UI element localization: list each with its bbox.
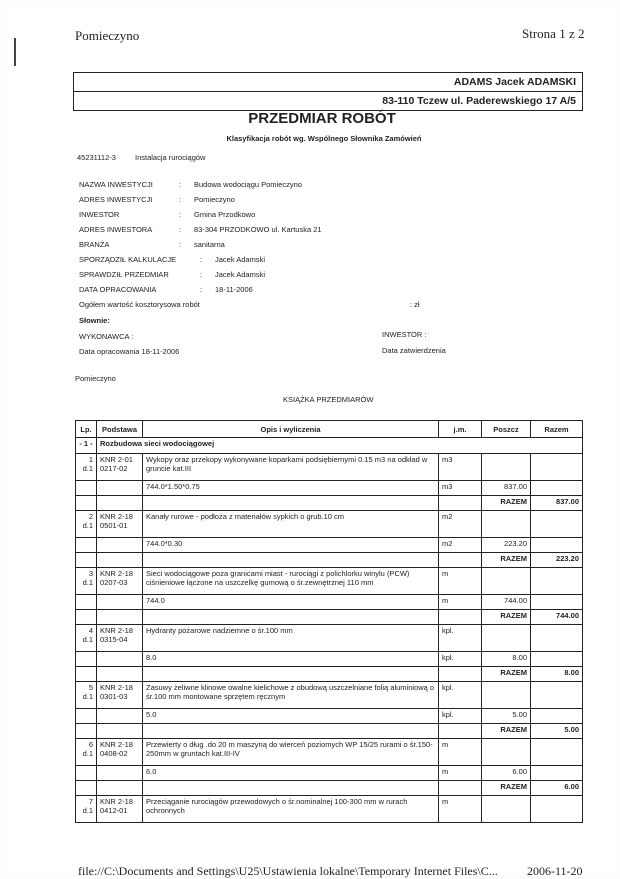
item-sum-row (76, 667, 583, 682)
company-box (73, 72, 583, 111)
info-value: Jacek Adamski (215, 255, 266, 264)
section-row (76, 438, 583, 454)
item-poszcz: 5.00 (482, 709, 531, 724)
item-basis-catalog: KNR 2-18 (100, 626, 133, 635)
item-razem-empty (531, 796, 583, 823)
classification-name: Instalacja rurociągów (135, 153, 206, 162)
sum-empty-desc (143, 553, 439, 568)
item-unit: kpl. (439, 682, 482, 709)
item-calculation: 744.0*1.50*0.75 (143, 481, 439, 496)
info-value: 18-11-2006 (215, 285, 253, 294)
classification-code: 45231112-3 (77, 153, 116, 162)
item-d: d.1 (82, 749, 93, 758)
sum-empty-basis (97, 610, 143, 625)
sum-empty-lp (76, 781, 97, 796)
item-description-row (76, 739, 583, 766)
info-value: 83-304 PRZODKOWO ul. Kartuska 21 (194, 225, 322, 234)
item-poszcz-empty (482, 625, 531, 652)
info-label: BRANŻA (79, 240, 110, 249)
item-basis-position: 0315-04 (100, 635, 128, 644)
item-razem-empty (531, 454, 583, 481)
item-basis-position: 0408-02 (100, 749, 128, 758)
total-value-currency: : zł (410, 300, 420, 309)
item-description-row (76, 682, 583, 709)
col-header-lp: Lp. (76, 421, 97, 438)
item-basis-position: 0217-02 (100, 464, 128, 473)
item-basis (97, 625, 143, 652)
item-calc-unit: m (439, 595, 482, 610)
item-poszcz: 744.00 (482, 595, 531, 610)
item-lp (76, 739, 97, 766)
item-razem: 6.00 (531, 781, 583, 796)
company-name: ADAMS Jacek ADAMSKI (453, 76, 576, 88)
item-unit: kpl. (439, 625, 482, 652)
sum-empty-basis (97, 781, 143, 796)
page-number: Strona 1 z 2 (522, 26, 585, 41)
item-poszcz-empty (482, 454, 531, 481)
sum-empty-desc (143, 496, 439, 511)
item-unit: m3 (439, 454, 482, 481)
item-poszcz: 8.00 (482, 652, 531, 667)
item-number: 6 (88, 740, 93, 749)
item-poszcz: 6.00 (482, 766, 531, 781)
item-basis-catalog: KNR 2-18 (100, 512, 133, 521)
item-description-row (76, 796, 583, 823)
item-d: d.1 (82, 464, 93, 473)
sum-empty-unit (439, 610, 482, 625)
item-description: Wykopy oraz przekopy wykonywane koparkami podsiębiernymi 0.15 m3 na odkład w gruncie kat.III (143, 454, 439, 481)
item-razem: 744.00 (531, 610, 583, 625)
info-separator: : (179, 240, 182, 249)
section-title: Rozbudowa sieci wodociągowej (97, 438, 583, 454)
item-calc-row (76, 481, 583, 496)
calc-empty-basis (97, 481, 143, 496)
header-place: Pomieczyno (75, 28, 140, 43)
sum-empty-unit (439, 781, 482, 796)
info-value: Budowa wodociągu Pomieczyno (194, 180, 302, 189)
total-value-label: Ogółem wartość kosztorysowa robót (79, 300, 200, 309)
calc-empty-basis (97, 766, 143, 781)
przedmiar-table (75, 420, 583, 823)
sum-empty-lp (76, 610, 97, 625)
company-address: 83-110 Tczew ul. Paderewskiego 17 A/5 (74, 91, 582, 110)
item-basis-position: 0412-01 (100, 806, 128, 815)
item-razem-empty (531, 568, 583, 595)
calc-empty-lp (76, 766, 97, 781)
sum-empty-lp (76, 724, 97, 739)
col-header-description: Opis i wyliczenia (143, 421, 439, 438)
item-number: 2 (88, 512, 93, 521)
calc-empty-basis (97, 709, 143, 724)
item-number: 7 (88, 797, 93, 806)
info-value: Jacek Adamski (215, 270, 266, 279)
item-sum-label: RAZEM (482, 667, 531, 682)
col-header-basis: Podstawa (97, 421, 143, 438)
item-sum-label: RAZEM (482, 496, 531, 511)
wykonawca-label: WYKONAWCA : (79, 332, 134, 341)
item-d: d.1 (82, 635, 93, 644)
item-basis-catalog: KNR 2-01 (100, 455, 133, 464)
info-label: SPORZĄDZIŁ KALKULACJE (79, 255, 177, 264)
item-calc-row (76, 709, 583, 724)
item-razem-empty (531, 739, 583, 766)
item-d: d.1 (82, 806, 93, 815)
item-basis-position: 0501-01 (100, 521, 128, 530)
item-description: Przeciąganie rurociągów przewodowych o śr.nominalnej 100-300 mm w rurach ochronnych (143, 796, 439, 823)
sum-empty-basis (97, 496, 143, 511)
item-razem: 8.00 (531, 667, 583, 682)
book-title: KSIĄŻKA PRZEDMIARÓW (283, 395, 374, 404)
item-razem: 5.00 (531, 724, 583, 739)
item-poszcz-empty (482, 796, 531, 823)
item-description: Sieci wodociągowe poza granicami miast - rurociągi z polichlorku winylu (PCW) ciśnieniowe łączone na uszczelkę gumową o śr.zewnętrznej 110 mm (143, 568, 439, 595)
calc-empty-razem (531, 652, 583, 667)
sum-empty-unit (439, 496, 482, 511)
item-lp (76, 796, 97, 823)
item-calculation: 8.0 (143, 652, 439, 667)
item-basis-position: 0207-03 (100, 578, 128, 587)
item-basis (97, 682, 143, 709)
item-basis (97, 454, 143, 481)
info-separator: : (179, 225, 182, 234)
table-header-row (76, 421, 583, 438)
item-description: Zasuwy żeliwne klinowe owalne kielichowe z obudową uszczelniane folią aluminiową o śr.100 mm montowane sprzętem ręcznym (143, 682, 439, 709)
info-label: ADRES INWESTORA (79, 225, 153, 234)
item-description-row (76, 568, 583, 595)
item-calc-unit: kpl. (439, 709, 482, 724)
item-razem-empty (531, 511, 583, 538)
item-calculation: 744.0 (143, 595, 439, 610)
item-unit: m2 (439, 511, 482, 538)
item-basis-catalog: KNR 2-18 (100, 683, 133, 692)
col-header-razem: Razem (531, 421, 583, 438)
item-poszcz: 223.20 (482, 538, 531, 553)
calc-empty-razem (531, 709, 583, 724)
data-opracowania: Data opracowania 18-11-2006 (79, 347, 180, 356)
item-lp (76, 625, 97, 652)
info-separator: : (179, 180, 182, 189)
footer-date: 2006-11-20 (527, 864, 583, 878)
sum-empty-desc (143, 610, 439, 625)
item-unit: m (439, 568, 482, 595)
item-d: d.1 (82, 692, 93, 701)
sum-empty-unit (439, 667, 482, 682)
calc-empty-razem (531, 538, 583, 553)
item-razem-empty (531, 682, 583, 709)
calc-empty-razem (531, 481, 583, 496)
calc-empty-lp (76, 652, 97, 667)
item-poszcz-empty (482, 739, 531, 766)
calc-empty-razem (531, 595, 583, 610)
info-value: Gmina Przodkowo (194, 210, 256, 219)
item-basis-catalog: KNR 2-18 (100, 740, 133, 749)
item-basis (97, 739, 143, 766)
item-description-row (76, 511, 583, 538)
sum-empty-basis (97, 667, 143, 682)
item-unit: m (439, 739, 482, 766)
item-calc-unit: kpl. (439, 652, 482, 667)
item-razem: 223.20 (531, 553, 583, 568)
item-poszcz-empty (482, 568, 531, 595)
item-description: Przewierty o dług .do 20 m maszyną do wierceń poziomych WP 15/25 rurami o śr.150-250mm w gruntach kat.III-IV (143, 739, 439, 766)
item-calculation: 744.0*0.30 (143, 538, 439, 553)
item-calculation: 6.0 (143, 766, 439, 781)
sum-empty-desc (143, 781, 439, 796)
info-separator: : (200, 255, 203, 264)
info-value: Pomieczyno (194, 195, 235, 204)
info-separator: : (179, 195, 182, 204)
info-separator: : (200, 270, 203, 279)
sum-empty-lp (76, 553, 97, 568)
item-sum-row (76, 553, 583, 568)
item-number: 3 (88, 569, 93, 578)
scan-mark (14, 38, 16, 66)
col-header-poszcz: Poszcz (482, 421, 531, 438)
item-unit: m (439, 796, 482, 823)
inwestor-label: INWESTOR : (382, 330, 427, 339)
item-calc-row (76, 652, 583, 667)
calc-empty-razem (531, 766, 583, 781)
col-header-unit: j.m. (439, 421, 482, 438)
item-calc-row (76, 538, 583, 553)
item-basis-catalog: KNR 2-18 (100, 569, 133, 578)
item-razem: 837.00 (531, 496, 583, 511)
item-lp (76, 568, 97, 595)
item-basis-catalog: KNR 2-18 (100, 797, 133, 806)
calc-empty-lp (76, 538, 97, 553)
section-number: - 1 - (76, 438, 97, 454)
item-calc-row (76, 766, 583, 781)
item-sum-row (76, 610, 583, 625)
item-description: Hydranty pożarowe nadziemne o śr.100 mm (143, 625, 439, 652)
item-basis (97, 511, 143, 538)
calc-empty-lp (76, 709, 97, 724)
item-razem-empty (531, 625, 583, 652)
sum-empty-basis (97, 553, 143, 568)
sum-empty-unit (439, 724, 482, 739)
item-description: Kanały rurowe - podłoża z materiałów sypkich o grub.10 cm (143, 511, 439, 538)
item-lp (76, 511, 97, 538)
calc-empty-basis (97, 538, 143, 553)
info-value: sanitarna (194, 240, 225, 249)
item-basis (97, 796, 143, 823)
item-lp (76, 454, 97, 481)
item-poszcz-empty (482, 511, 531, 538)
item-number: 4 (88, 626, 93, 635)
item-basis-position: 0301-03 (100, 692, 128, 701)
info-separator: : (179, 210, 182, 219)
sum-empty-lp (76, 667, 97, 682)
calc-empty-basis (97, 652, 143, 667)
calc-empty-lp (76, 595, 97, 610)
item-description-row (76, 454, 583, 481)
document-subtitle: Klasyfikacja robót wg. Wspólnego Słownika Zamówień (226, 134, 422, 143)
item-sum-label: RAZEM (482, 610, 531, 625)
item-description-row (76, 625, 583, 652)
footer-path: file://C:\Documents and Settings\U25\Ustawienia lokalne\Temporary Internet Files\C... (78, 864, 498, 878)
item-calc-row (76, 595, 583, 610)
info-label: ADRES INWESTYCJI (79, 195, 153, 204)
item-poszcz: 837.00 (482, 481, 531, 496)
document-title: PRZEDMIAR ROBÓT (248, 110, 396, 127)
data-zatwierdzenia: Data zatwierdzenia (382, 346, 446, 355)
place-label: Pomieczyno (75, 374, 116, 383)
info-separator: : (200, 285, 203, 294)
sum-empty-desc (143, 667, 439, 682)
item-calc-unit: m3 (439, 481, 482, 496)
item-sum-row (76, 724, 583, 739)
slownie-label: Słownie: (79, 316, 110, 325)
info-label: INWESTOR (79, 210, 120, 219)
item-basis (97, 568, 143, 595)
calc-empty-lp (76, 481, 97, 496)
item-sum-row (76, 496, 583, 511)
sum-empty-basis (97, 724, 143, 739)
item-d: d.1 (82, 521, 93, 530)
info-label: SPRAWDZIŁ PRZEDMIAR (79, 270, 169, 279)
calc-empty-basis (97, 595, 143, 610)
item-d: d.1 (82, 578, 93, 587)
info-label: DATA OPRACOWANIA (79, 285, 157, 294)
item-calculation: 5.0 (143, 709, 439, 724)
item-sum-row (76, 781, 583, 796)
item-lp (76, 682, 97, 709)
item-sum-label: RAZEM (482, 553, 531, 568)
item-sum-label: RAZEM (482, 724, 531, 739)
item-number: 5 (88, 683, 93, 692)
sum-empty-desc (143, 724, 439, 739)
item-poszcz-empty (482, 682, 531, 709)
sum-empty-unit (439, 553, 482, 568)
item-number: 1 (88, 455, 93, 464)
item-sum-label: RAZEM (482, 781, 531, 796)
item-calc-unit: m (439, 766, 482, 781)
info-label: NAZWA INWESTYCJI (79, 180, 153, 189)
item-calc-unit: m2 (439, 538, 482, 553)
sum-empty-lp (76, 496, 97, 511)
